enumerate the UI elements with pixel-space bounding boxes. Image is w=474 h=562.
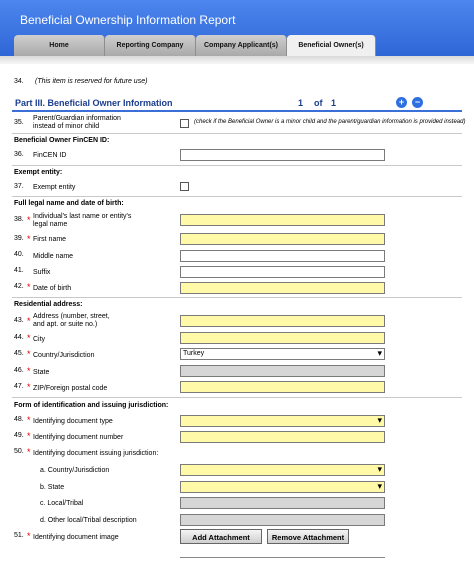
doc-local-input: [180, 497, 385, 509]
section-identification: Form of identification and issuing jurisdiction:: [14, 402, 169, 409]
required-star: *: [27, 234, 31, 244]
section-address: Residential address:: [14, 301, 83, 308]
item-41-number: 41.: [14, 267, 24, 274]
required-star: *: [27, 382, 31, 392]
doc-country-select[interactable]: [180, 464, 385, 476]
last-name-input[interactable]: [180, 214, 385, 226]
tab-home[interactable]: Home: [14, 35, 105, 56]
section-fincen: Beneficial Owner FinCEN ID:: [14, 137, 110, 144]
item-49-number: 49.: [14, 432, 24, 439]
part-current: 1: [298, 98, 304, 108]
dob-label: Date of birth: [33, 285, 72, 292]
doc-state-label: b. State: [40, 484, 65, 491]
item-35-number: 35.: [14, 119, 24, 126]
required-star: *: [27, 447, 31, 457]
item-43-number: 43.: [14, 317, 24, 324]
tab-beneficial-owners[interactable]: Beneficial Owner(s): [287, 35, 376, 56]
doc-other-label: d. Other local/Tribal description: [40, 517, 137, 524]
add-owner-icon[interactable]: +: [396, 97, 407, 108]
attachment-line: [180, 557, 385, 558]
first-name-label: First name: [33, 236, 67, 243]
address-label: Address (number, street, and apt. or suite no.): [33, 313, 110, 328]
divider: [12, 165, 462, 166]
required-star: *: [27, 215, 31, 225]
doc-other-input: [180, 514, 385, 526]
app-header: [0, 0, 474, 56]
city-label: City: [33, 336, 46, 343]
item-46-number: 46.: [14, 367, 24, 374]
doc-type-select[interactable]: [180, 415, 385, 427]
header-subbar: [0, 56, 474, 64]
part-title: Part III. Beneficial Owner Information: [15, 98, 173, 108]
item-44-number: 44.: [14, 334, 24, 341]
middle-name-label: Middle name: [33, 253, 74, 260]
item-39-number: 39.: [14, 235, 24, 242]
required-star: *: [27, 431, 31, 441]
exempt-entity-label: Exempt entity: [33, 184, 76, 191]
part-total: 1: [331, 98, 337, 108]
part-of: of: [314, 98, 323, 108]
doc-number-input[interactable]: [180, 431, 385, 443]
required-star: *: [27, 349, 31, 359]
divider: [12, 297, 462, 298]
country-selected-value: Turkey: [183, 350, 205, 357]
required-star: *: [27, 366, 31, 376]
exempt-entity-checkbox[interactable]: [180, 182, 189, 191]
item-34-number: 34.: [14, 78, 24, 85]
item-45-number: 45.: [14, 350, 24, 357]
item-40-number: 40.: [14, 251, 24, 258]
zip-label: ZIP/Foreign postal code: [33, 385, 108, 392]
item-37-number: 37.: [14, 183, 24, 190]
doc-image-label: Identifying document image: [33, 534, 119, 541]
divider: [12, 196, 462, 197]
remove-owner-icon[interactable]: −: [412, 97, 423, 108]
required-star: *: [27, 531, 31, 541]
section-exempt: Exempt entity:: [14, 169, 63, 176]
remove-attachment-button[interactable]: Remove Attachment: [267, 529, 349, 544]
item-48-number: 48.: [14, 416, 24, 423]
tab-bar: [14, 35, 376, 56]
tab-company-applicants[interactable]: Company Applicant(s): [196, 35, 287, 56]
parent-guardian-checkbox[interactable]: [180, 119, 189, 128]
divider: [12, 397, 462, 398]
item-47-number: 47.: [14, 383, 24, 390]
item-38-number: 38.: [14, 216, 24, 223]
dob-input[interactable]: [180, 282, 385, 294]
tab-reporting-company[interactable]: Reporting Company: [105, 35, 196, 56]
doc-local-label: c. Local/Tribal: [40, 500, 84, 507]
last-name-label: Individual's last name or entity's legal name: [33, 213, 132, 228]
doc-type-label: Identifying document type: [33, 418, 113, 425]
item-34-text: (This item is reserved for future use): [35, 78, 148, 85]
first-name-input[interactable]: [180, 233, 385, 245]
middle-name-input[interactable]: [180, 250, 385, 262]
suffix-label: Suffix: [33, 269, 51, 276]
add-attachment-button[interactable]: Add Attachment: [180, 529, 262, 544]
doc-country-label: a. Country/Jurisdiction: [40, 467, 110, 474]
section-name: Full legal name and date of birth:: [14, 200, 124, 207]
fincen-id-input[interactable]: [180, 149, 385, 161]
address-input[interactable]: [180, 315, 385, 327]
city-input[interactable]: [180, 332, 385, 344]
required-star: *: [27, 316, 31, 326]
zip-input[interactable]: [180, 381, 385, 393]
item-50-number: 50.: [14, 448, 24, 455]
fincen-id-label: FinCEN ID: [33, 152, 67, 159]
country-select[interactable]: [180, 348, 385, 360]
state-input: [180, 365, 385, 377]
divider: [12, 133, 462, 134]
doc-number-label: Identifying document number: [33, 434, 124, 441]
doc-jurisdiction-label: Identifying document issuing jurisdiction:: [33, 450, 159, 457]
item-42-number: 42.: [14, 283, 24, 290]
item-36-number: 36.: [14, 151, 24, 158]
required-star: *: [27, 415, 31, 425]
suffix-input[interactable]: [180, 266, 385, 278]
required-star: *: [27, 333, 31, 343]
doc-state-select[interactable]: [180, 481, 385, 493]
window-title: Beneficial Ownership Information Report: [20, 13, 236, 27]
item-35-label: Parent/Guardian information instead of minor child: [33, 115, 121, 130]
country-label: Country/Jurisdiction: [33, 352, 95, 359]
item-51-number: 51.: [14, 532, 24, 539]
item-35-note: (check if the Beneficial Owner is a minor child and the parent/guardian information is provided instead): [194, 119, 466, 125]
part-divider: [12, 110, 462, 112]
state-label: State: [33, 369, 50, 376]
required-star: *: [27, 282, 31, 292]
